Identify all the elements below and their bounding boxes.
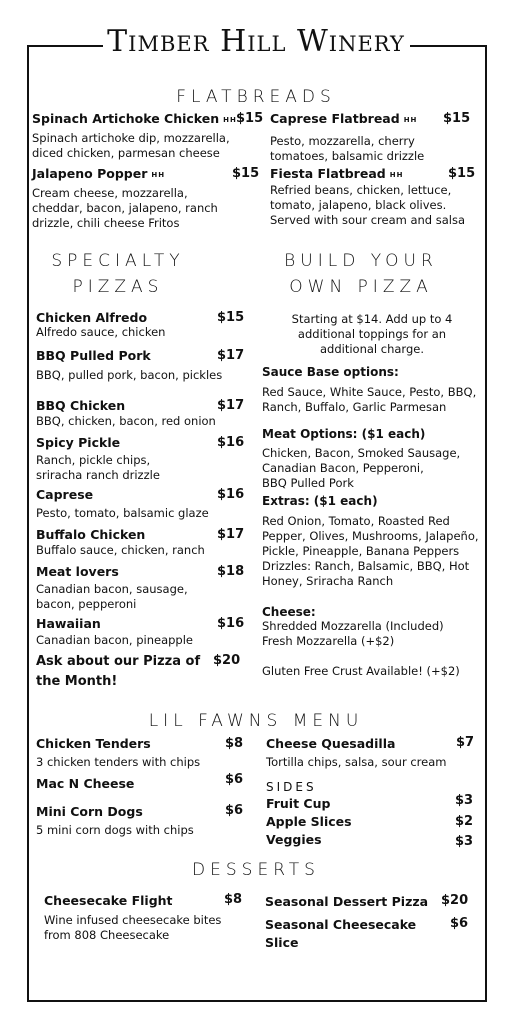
happy-hour-badge: HH <box>223 115 237 124</box>
pizza-price: $17 <box>217 398 245 413</box>
pizza-price: $16 <box>217 616 245 631</box>
pizza-name: Hawaiian <box>36 616 101 631</box>
pizza-name: Meat lovers <box>36 564 119 579</box>
flatbread-price: $15 <box>448 166 476 181</box>
side-price: $2 <box>455 814 474 829</box>
kids-item-price: $7 <box>456 735 475 750</box>
pizza-of-month: Ask about our Pizza of the Month! <box>36 654 201 689</box>
flatbread-price: $15 <box>232 166 260 181</box>
dessert-price: $8 <box>224 892 243 907</box>
extras-heading: Extras: ($1 each) <box>262 494 378 508</box>
flatbread-name: Jalapeno Popper HH <box>32 166 166 181</box>
pizza-price: $15 <box>217 310 245 325</box>
kids-item-desc: 3 chicken tenders with chips <box>36 755 201 769</box>
side-name: Apple Slices <box>266 814 352 829</box>
pizza-name: Buffalo Chicken <box>36 527 146 542</box>
side-price: $3 <box>455 834 474 849</box>
pizza-price: $16 <box>217 435 245 450</box>
flatbread-name: Caprese Flatbread HH <box>270 111 418 126</box>
kids-item-name: Mini Corn Dogs <box>36 804 143 819</box>
pizza-name: BBQ Chicken <box>36 398 126 413</box>
flatbread-price: $15 <box>443 111 471 126</box>
happy-hour-badge: HH <box>403 115 418 124</box>
cheese-heading: Cheese: <box>262 605 316 619</box>
side-price: $3 <box>455 793 474 808</box>
pizza-desc: Canadian bacon, pineapple <box>36 633 193 647</box>
pizza-name: Caprese <box>36 487 94 502</box>
dessert-price: $20 <box>441 893 469 908</box>
kids-item-name: Chicken Tenders <box>36 736 151 751</box>
pizza-desc: Canadian bacon, sausage, bacon, pepperoni <box>36 582 188 611</box>
kids-item-price: $6 <box>225 803 244 818</box>
happy-hour-badge: HH <box>389 170 404 179</box>
sauce-heading: Sauce Base options: <box>262 365 399 379</box>
gluten-free-note: Gluten Free Crust Available! (+$2) <box>262 664 460 678</box>
dessert-name: Seasonal Dessert Pizza <box>265 894 429 909</box>
dessert-desc: Wine infused cheesecake bites from 808 Cheesecake <box>44 913 222 942</box>
page-title: Timber Hill Winery <box>0 24 512 60</box>
pizza-desc: Ranch, pickle chips, sriracha ranch drizzle <box>36 453 160 482</box>
specialty-heading: SPECIALTY PIZZAS <box>51 251 185 297</box>
pizza-name: Spicy Pickle <box>36 435 121 450</box>
dessert-price: $6 <box>450 916 469 931</box>
pizza-name: BBQ Pulled Pork <box>36 348 151 363</box>
sides-heading: SIDES <box>266 780 317 794</box>
flatbread-name: Fiesta Flatbread HH <box>270 166 404 181</box>
pizza-price: $17 <box>217 348 245 363</box>
pizza-of-month-price: $20 <box>213 653 241 668</box>
kids-item-desc: 5 mini corn dogs with chips <box>36 823 194 837</box>
flatbread-desc: Spinach artichoke dip, mozzarella, diced chicken, parmesan cheese <box>32 131 230 160</box>
flatbreads-heading: FLATBREADS <box>176 87 336 107</box>
flatbread-desc: Cream cheese, mozzarella, cheddar, bacon, jalapeno, ranch drizzle, chili cheese Fritos <box>32 186 218 230</box>
kids-item-price: $8 <box>225 736 244 751</box>
kids-item-price: $6 <box>225 772 244 787</box>
cheese-options: Shredded Mozzarella (Included) Fresh Mozzarella (+$2) <box>262 619 444 648</box>
flatbread-name: Spinach Artichoke Chicken HH <box>32 111 237 126</box>
pizza-desc: BBQ, pulled pork, bacon, pickles <box>36 368 223 382</box>
extras-options: Red Onion, Tomato, Roasted Red Pepper, Olives, Mushrooms, Jalapeño, Pickle, Pineapple, Banana Peppers Drizzles: Ranch, Balsamic, BBQ, Hot Honey, Sriracha Ranch <box>262 514 479 588</box>
pizza-price: $18 <box>217 564 245 579</box>
side-name: Fruit Cup <box>266 796 331 811</box>
meat-options: Chicken, Bacon, Smoked Sausage, Canadian Bacon, Pepperoni, BBQ Pulled Pork <box>262 446 461 490</box>
desserts-heading: DESSERTS <box>192 860 320 880</box>
pizza-desc: Pesto, tomato, balsamic glaze <box>36 506 209 520</box>
pizza-price: $16 <box>217 487 245 502</box>
happy-hour-badge: HH <box>151 170 166 179</box>
flatbread-price: $15 <box>236 111 264 126</box>
byo-heading: BUILD YOUR OWN PIZZA <box>284 251 438 297</box>
side-name: Veggies <box>266 832 322 847</box>
pizza-price: $17 <box>217 527 245 542</box>
kids-item-name: Cheese Quesadilla <box>266 736 396 751</box>
pizza-desc: Buffalo sauce, chicken, ranch <box>36 543 205 557</box>
kids-heading: LIL FAWNS MENU <box>148 711 364 731</box>
byo-intro: Starting at $14. Add up to 4 additional toppings for an additional charge. <box>291 312 453 356</box>
pizza-desc: Alfredo sauce, chicken <box>36 325 166 339</box>
pizza-name: Chicken Alfredo <box>36 310 148 325</box>
dessert-name: Seasonal Cheesecake Slice <box>265 917 417 950</box>
flatbread-desc: Refried beans, chicken, lettuce, tomato, jalapeno, black olives. Served with sour cream and salsa <box>270 183 466 227</box>
meat-heading: Meat Options: ($1 each) <box>262 427 426 441</box>
flatbread-desc: Pesto, mozzarella, cherry tomatoes, balsamic drizzle <box>270 134 425 163</box>
kids-item-name: Mac N Cheese <box>36 776 135 791</box>
dessert-name: Cheesecake Flight <box>44 893 173 908</box>
kids-item-desc: Tortilla chips, salsa, sour cream <box>266 755 447 769</box>
sauce-options: Red Sauce, White Sauce, Pesto, BBQ, Ranch, Buffalo, Garlic Parmesan <box>262 385 477 414</box>
pizza-desc: BBQ, chicken, bacon, red onion <box>36 414 216 428</box>
